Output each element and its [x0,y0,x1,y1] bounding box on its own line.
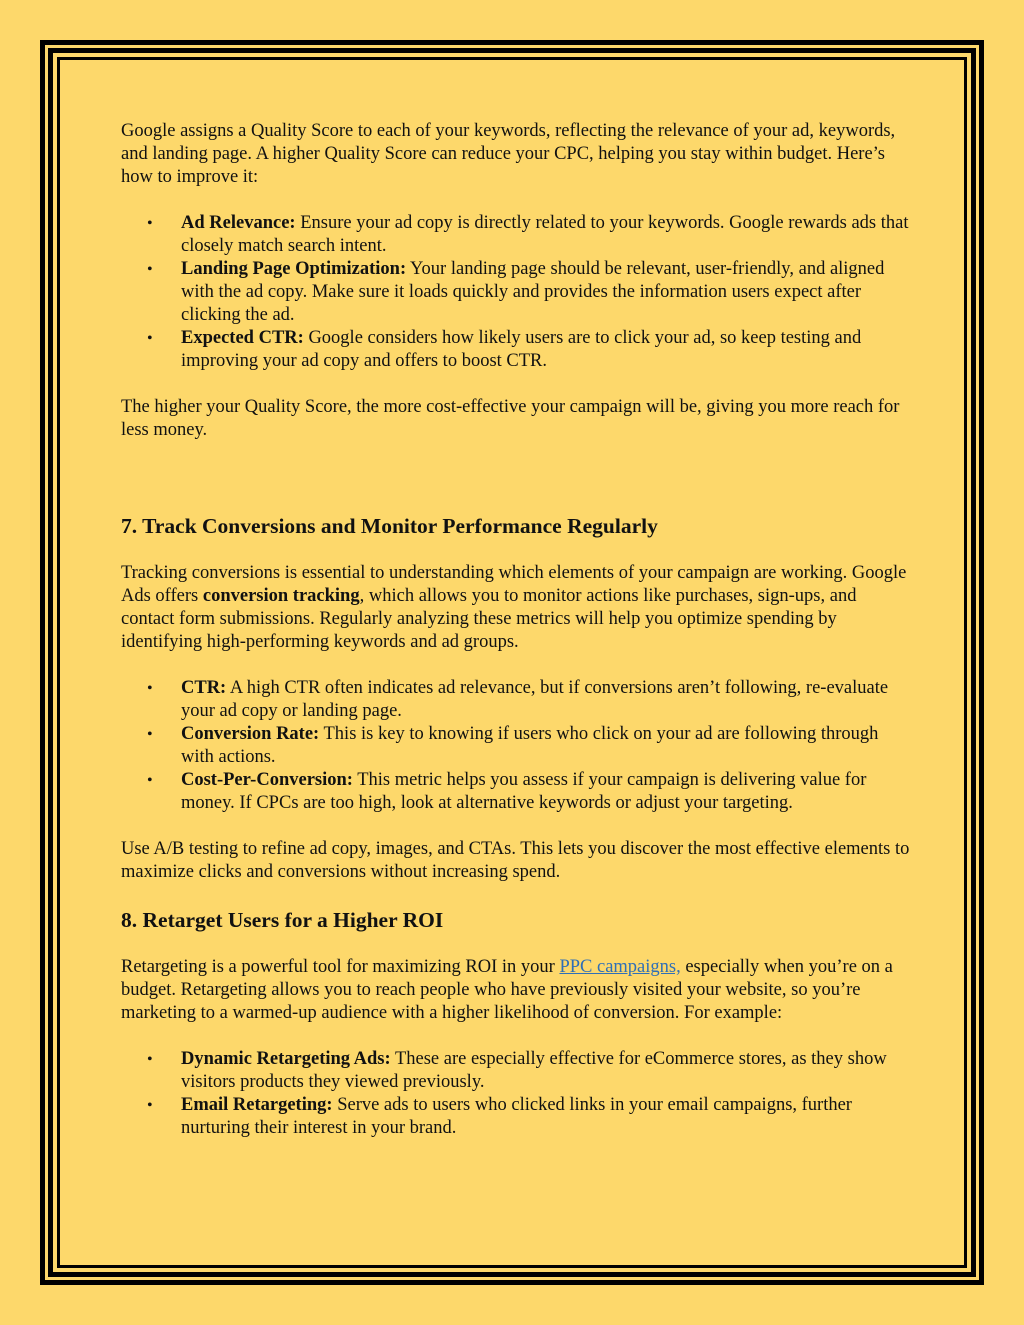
bullet-icon: • [147,680,153,697]
bullet-icon: • [147,1097,153,1114]
metrics-list [121,677,911,815]
list-item-text: This is key to knowing if users who click on your ad are following through with actions. [181,724,879,767]
section-8-heading: 8. Retarget Users for a Higher ROI [121,908,444,932]
section-8-paragraph [121,956,911,1025]
document-body [121,120,911,1140]
retargeting-list [121,1048,911,1140]
list-item-text: Ensure your ad copy is directly related to your keywords. Google rewards ads that closely match search intent. [181,213,909,256]
list-item-term: Ad Relevance: [181,213,296,233]
list-item [147,212,911,258]
list-item-text: Serve ads to users who clicked links in your email campaigns, further nurturing their interest in your brand. [181,1095,852,1138]
section-7-outro-paragraph: Use A/B testing to refine ad copy, images, and CTAs. This lets you discover the most effective elements to maximize clicks and conversions without increasing spend. [121,839,910,882]
list-item-text: Your landing page should be relevant, user-friendly, and aligned with the ad copy. Make sure it loads quickly and provides the information users expect after clicking the ad. [181,259,885,325]
list-item-term: CTR: [181,678,227,698]
list-item-text: This metric helps you assess if your campaign is delivering value for money. If CPCs are too high, look at alternative keywords or adjust your targeting. [181,770,867,813]
intro-paragraph: Google assigns a Quality Score to each of your keywords, reflecting the relevance of your ad, keywords, and landing page. A higher Quality Score can reduce your CPC, helping you stay within budget. Here’s how to improve it: [121,121,896,187]
bullet-icon: • [147,261,153,278]
list-item [147,1094,911,1140]
text-segment-bold: conversion tracking [202,586,360,606]
section-7-heading: 7. Track Conversions and Monitor Performance Regularly [121,514,658,538]
list-item-text: A high CTR often indicates ad relevance, but if conversions aren’t following, re-evaluate your ad copy or landing page. [181,678,889,721]
text-segment: , which allows you to monitor actions like purchases, sign-ups, and contact form submissions. Regularly analyzing these metrics will help you optimize spending by identifying high-performing keywords and ad groups. [121,586,857,652]
list-item [147,677,911,723]
text-segment: Retargeting is a powerful tool for maximizing ROI in your [121,957,560,977]
ppc-campaigns-link[interactable]: PPC campaigns, [559,957,681,977]
list-item-term: Landing Page Optimization: [181,259,407,279]
list-item [147,258,911,327]
list-item-term: Conversion Rate: [181,724,320,744]
text-segment: especially when you’re on a budget. Retargeting allows you to reach people who have previously visited your website, so you’re marketing to a warmed-up audience with a higher likelihood of conversion. For example: [121,957,893,1023]
bullet-icon: • [147,1051,153,1068]
bullet-icon: • [147,772,153,789]
quality-score-list [121,212,911,373]
list-item-term: Email Retargeting: [181,1095,333,1115]
list-item-term: Cost-Per-Conversion: [181,770,353,790]
list-item-text: These are especially effective for eCommerce stores, as they show visitors products they viewed previously. [181,1049,887,1092]
list-item [147,723,911,769]
list-item-term: Dynamic Retargeting Ads: [181,1049,391,1069]
list-item-term: Expected CTR: [181,328,304,348]
quality-outro-paragraph: The higher your Quality Score, the more cost-effective your campaign will be, giving you more reach for less money. [121,397,900,440]
bullet-icon: • [147,330,153,347]
section-7-paragraph [121,562,911,654]
list-item [147,769,911,815]
list-item-text: Google considers how likely users are to click your ad, so keep testing and improving your ad copy and offers to boost CTR. [181,328,862,371]
list-item [147,327,911,373]
text-segment: Tracking conversions is essential to understanding which elements of your campaign are working. Google Ads offers [121,563,907,606]
bullet-icon: • [147,215,153,232]
bullet-icon: • [147,726,153,743]
list-item [147,1048,911,1094]
